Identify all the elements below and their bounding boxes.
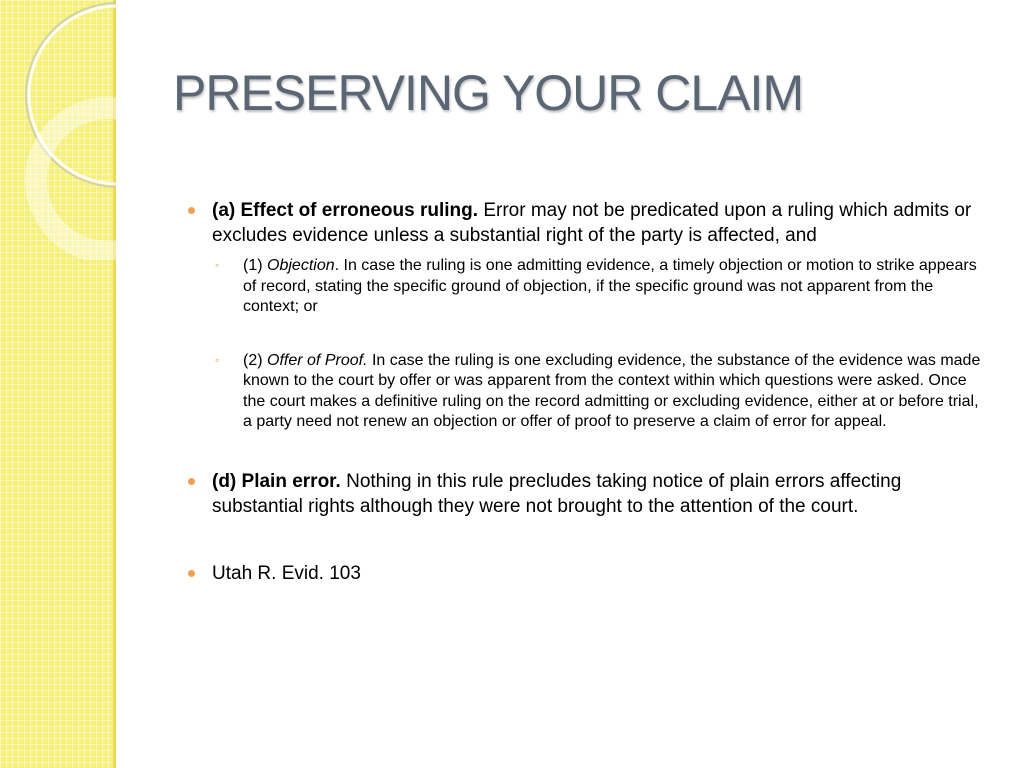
sub-bullet-heading: Offer of Proof. <box>267 351 368 369</box>
sub-bullet-offer-of-proof <box>188 351 988 433</box>
bullet-plain-error <box>188 469 988 519</box>
bullet-heading: (d) Plain error. <box>212 470 341 492</box>
decorative-circles <box>0 0 116 260</box>
sub-bullet-icon: ◦ <box>215 352 220 367</box>
bullet-icon <box>188 570 195 577</box>
sub-bullet-text: . In case the ruling is one admitting evidence, a timely objection or motion to strike appears of record, stating the specific ground of objection, if the specific ground was not apparent from the context; or <box>243 257 977 315</box>
sub-bullet-heading: Objection <box>267 257 335 274</box>
bullet-text: Nothing in this rule precludes taking notice of plain errors affecting substantial rights although they were not brought to the attention of the court. <box>212 470 902 517</box>
sub-bullet-objection <box>188 256 988 318</box>
bullet-icon <box>188 207 195 214</box>
bullet-citation <box>188 561 988 586</box>
slide-title: PRESERVING YOUR CLAIM <box>173 65 804 121</box>
bullet-icon <box>188 478 195 485</box>
sub-bullet-icon: ◦ <box>215 258 220 272</box>
sub-bullet-number: (1) <box>243 257 263 274</box>
sub-bullet-number: (2) <box>243 351 263 369</box>
sub-bullet-text: In case the ruling is one excluding evidence, the substance of the evidence was made known to the court by offer or was apparent from the context within which questions were asked. Once the court makes a definitive ruling on the record admitting or excluding evidence, either at or before trial, a party need not renew an objection or offer of proof to preserve a claim of error for appeal. <box>243 351 981 430</box>
citation-text: Utah R. Evid. 103 <box>212 562 361 584</box>
bullet-effect-of-erroneous-ruling <box>188 198 988 248</box>
bullet-heading: (a) Effect of erroneous ruling. <box>212 200 479 221</box>
bullet-text: Error may not be predicated upon a ruling which admits or excludes evidence unless a substantial right of the party is affected, and <box>212 200 972 246</box>
slide-content <box>188 198 988 586</box>
